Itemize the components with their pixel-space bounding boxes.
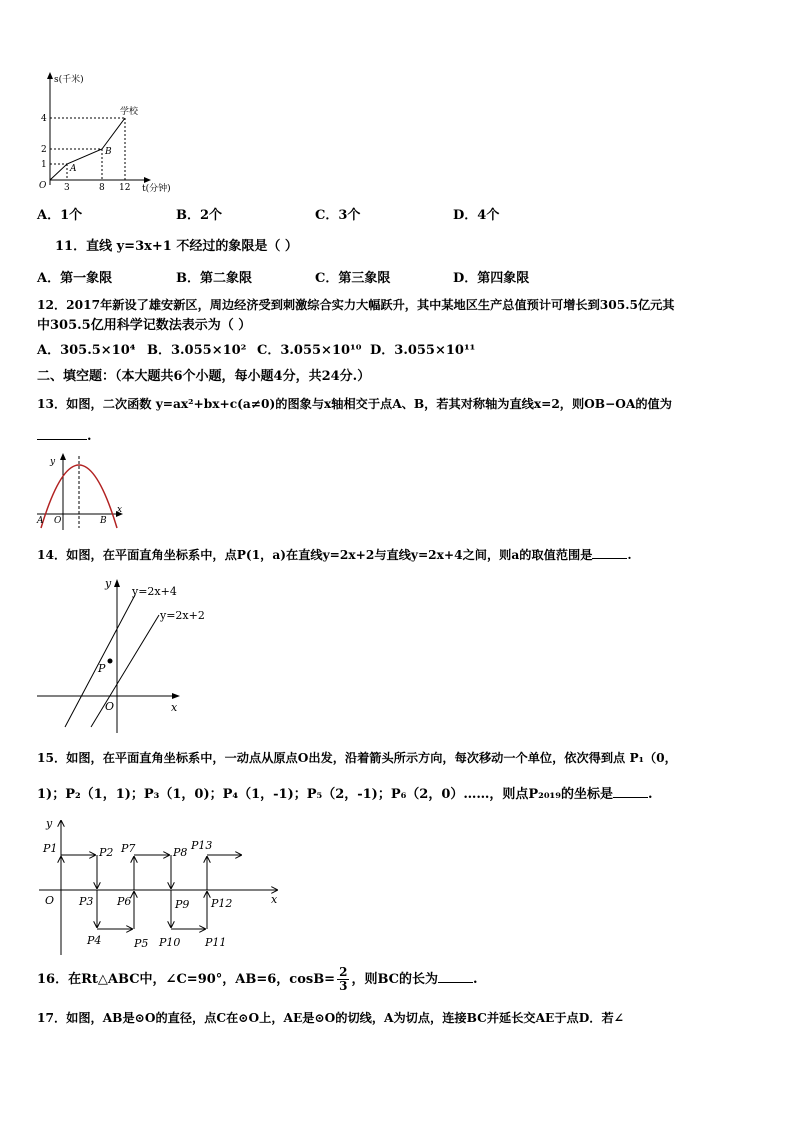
q15-point-label: P13 (191, 839, 213, 852)
q10-x-tick: 3 (64, 183, 70, 193)
q10-y-tick: 2 (41, 145, 47, 155)
q14-origin: O (105, 700, 115, 713)
q15-point-label: P8 (173, 846, 188, 859)
q12-option-a: A．305.5×10⁴ (37, 343, 136, 358)
q14-line-lower-label: y=2x+2 (160, 609, 205, 622)
q14-stem: 14．如图，在平面直角坐标系中，点P(1，a)在直线y=2x+2与直线y=2x+4之间，则a的取值范围是 . (37, 548, 632, 562)
q11-stem: 11．直线 y=3x+1 不经过的象限是（ ） (55, 239, 298, 254)
q10-y-tick: 1 (41, 160, 47, 170)
q10-y-axis-label: s(千米) (54, 75, 84, 85)
q15-point-label: P4 (87, 934, 102, 947)
q14-point-p: P (98, 662, 106, 675)
q15-point-label: P9 (175, 898, 190, 911)
q12-option-c: C．3.055×10¹⁰ (257, 343, 362, 358)
q13-answer-blank[interactable] (37, 439, 87, 440)
q15-point-label: P1 (43, 842, 58, 855)
q10-origin: O (39, 181, 47, 191)
q16-fraction: $\frac{2}{3}$ (339, 965, 348, 993)
q15-point-label: P2 (99, 846, 114, 859)
q15-answer-blank[interactable] (613, 797, 648, 798)
q10-x-tick: 8 (99, 183, 105, 193)
q13-stem-line2: . (37, 428, 92, 446)
q10-school-label: 学校 (120, 107, 139, 117)
q13-parabola-graph (35, 452, 135, 532)
q17-stem-line1: 17．如图，AB是⊙O的直径，点C在⊙O上，AE是⊙O的切线，A为切点，连接BC并延长交AE于点D．若∠ (37, 1011, 624, 1025)
q13-y-label: y (50, 457, 56, 467)
q16-answer-blank[interactable] (438, 982, 473, 983)
q10-option-c: C．3个 (315, 208, 361, 223)
section-heading-fill-in: 二、填空题：（本大题共6个小题，每小题4分，共24分.） (37, 369, 371, 384)
q15-origin: O (45, 894, 55, 907)
q13-point-a: A (37, 516, 44, 526)
q12-stem-line2: 中305.5亿用科学记数法表示为（ ） (37, 318, 252, 333)
q12-option-b: B．3.055×10² (147, 343, 247, 358)
q12-option-d: D．3.055×10¹¹ (370, 343, 476, 358)
q10-point-a: A (70, 164, 77, 174)
q15-x-label: x (271, 893, 278, 906)
q13-stem-line1: 13．如图，二次函数 y=ax²+bx+c(a≠0)的图象与x轴相交于点A、B，若其对称轴为直线x=2，则OB−OA的值为 (37, 397, 672, 411)
q15-point-label: P7 (121, 842, 136, 855)
q10-option-b: B．2个 (176, 208, 223, 223)
q10-y-tick: 4 (41, 114, 47, 124)
q14-line-upper-label: y=2x+4 (132, 585, 177, 598)
q15-stem-line1: 15．如图，在平面直角坐标系中，一动点从原点O出发，沿着箭头所示方向，每次移动一个单位，依次得到点 P₁（0， (37, 751, 677, 765)
q15-stem-line2: 1)；P₂（1，1)；P₃（1，0)；P₄（1，-1)；P₅（2，-1)；P₆（2，0）……，则点P₂₀₁₉的坐标是 . (37, 787, 653, 802)
q15-point-label: P11 (205, 936, 227, 949)
q10-option-d: D．4个 (453, 208, 500, 223)
q11-option-c: C．第三象限 (315, 271, 391, 286)
q14-lines-graph (35, 575, 235, 735)
q15-point-label: P5 (134, 937, 149, 950)
q14-answer-blank[interactable] (592, 558, 627, 559)
q13-x-label: x (117, 505, 123, 515)
q15-path-graph (35, 815, 295, 960)
q13-point-b: B (100, 516, 107, 526)
q11-option-a: A．第一象限 (37, 271, 113, 286)
q10-option-a: A．1个 (37, 208, 83, 223)
q15-point-label: P3 (79, 895, 94, 908)
q16-stem: 16．在Rt△ABC中，∠C=90°，AB=6，cosB= $\frac{2}{3}$ ，则BC的长为 . (37, 965, 478, 993)
q10-distance-time-graph (30, 70, 210, 195)
q10-x-axis-label: t(分钟) (142, 184, 171, 194)
q13-origin: O (54, 516, 62, 526)
q10-point-b: B (105, 147, 112, 157)
q14-y-label: y (105, 577, 112, 590)
q11-option-b: B．第二象限 (176, 271, 252, 286)
q15-y-label: y (46, 817, 53, 830)
q15-point-label: P6 (117, 895, 132, 908)
q15-point-label: P12 (211, 897, 233, 910)
q14-x-label: x (171, 701, 178, 714)
q12-stem-line1: 12．2017年新设了雄安新区，周边经济受到刺激综合实力大幅跃升，其中某地区生产总值预计可增长到305.5亿元其 (37, 298, 675, 312)
q15-point-label: P10 (159, 936, 181, 949)
q10-x-tick: 12 (119, 183, 131, 193)
q11-option-d: D．第四象限 (453, 271, 530, 286)
